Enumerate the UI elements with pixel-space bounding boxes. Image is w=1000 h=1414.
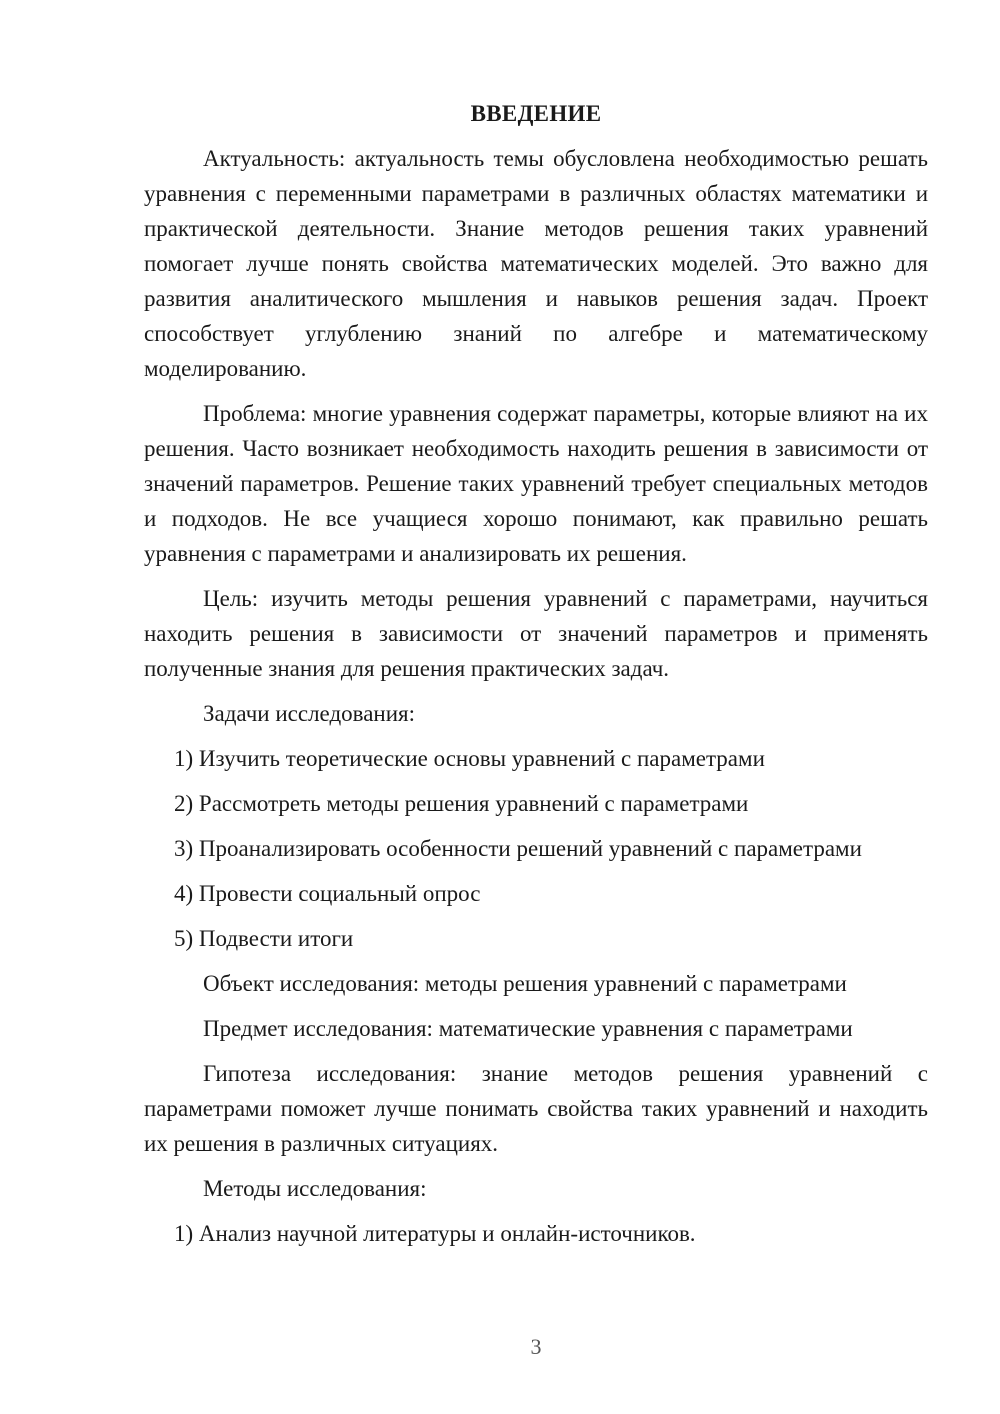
list-item: 5) Подвести итоги xyxy=(174,926,354,951)
tasks-heading: Задачи исследования: xyxy=(203,701,416,726)
list-item: 1) Изучить теоретические основы уравнений с параметрами xyxy=(174,746,765,771)
subject-line: Предмет исследования: математические уравнения с параметрами xyxy=(203,1016,853,1041)
list-item: 2) Рассмотреть методы решения уравнений с параметрами xyxy=(174,791,749,816)
goal-paragraph: Цель: изучить методы решения уравнений с параметрами, научиться находить решения в зависимости от значений параметров и применять полученные знания для решения практических задач. xyxy=(144,586,928,681)
tasks-list xyxy=(144,741,928,956)
list-item: 4) Провести социальный опрос xyxy=(174,881,481,906)
object-line: Объект исследования: методы решения уравнений с параметрами xyxy=(203,971,847,996)
problem-paragraph: Проблема: многие уравнения содержат параметры, которые влияют на их решения. Часто возникает необходимость находить решения в зависимости от значений параметров. Решение таких уравнений требует специальных методов и подходов. Не все учащиеся хорошо понимают, как правильно решать уравнения с параметрами и анализировать их решения. xyxy=(144,401,928,566)
page-content xyxy=(144,96,928,1261)
section-title: ВВЕДЕНИЕ xyxy=(470,101,602,126)
hypothesis-paragraph: Гипотеза исследования: знание методов решения уравнений с параметрами поможет лучше понимать свойства таких уравнений и находить их решения в различных ситуациях. xyxy=(144,1061,928,1156)
methods-list xyxy=(144,1216,928,1251)
list-item: 1) Анализ научной литературы и онлайн-источников. xyxy=(174,1221,696,1246)
relevance-paragraph: Актуальность: актуальность темы обусловлена необходимостью решать уравнения с переменными параметрами в различных областях математики и практической деятельности. Знание методов решения таких уравнений помогает лучше понять свойства математических моделей. Это важно для развития аналитического мышления и навыков решения задач. Проект способствует углублению знаний по алгебре и математическому моделированию. xyxy=(144,146,928,381)
page-number: 3 xyxy=(530,1334,542,1359)
list-item: 3) Проанализировать особенности решений уравнений с параметрами xyxy=(174,836,862,861)
methods-heading: Методы исследования: xyxy=(203,1176,427,1201)
